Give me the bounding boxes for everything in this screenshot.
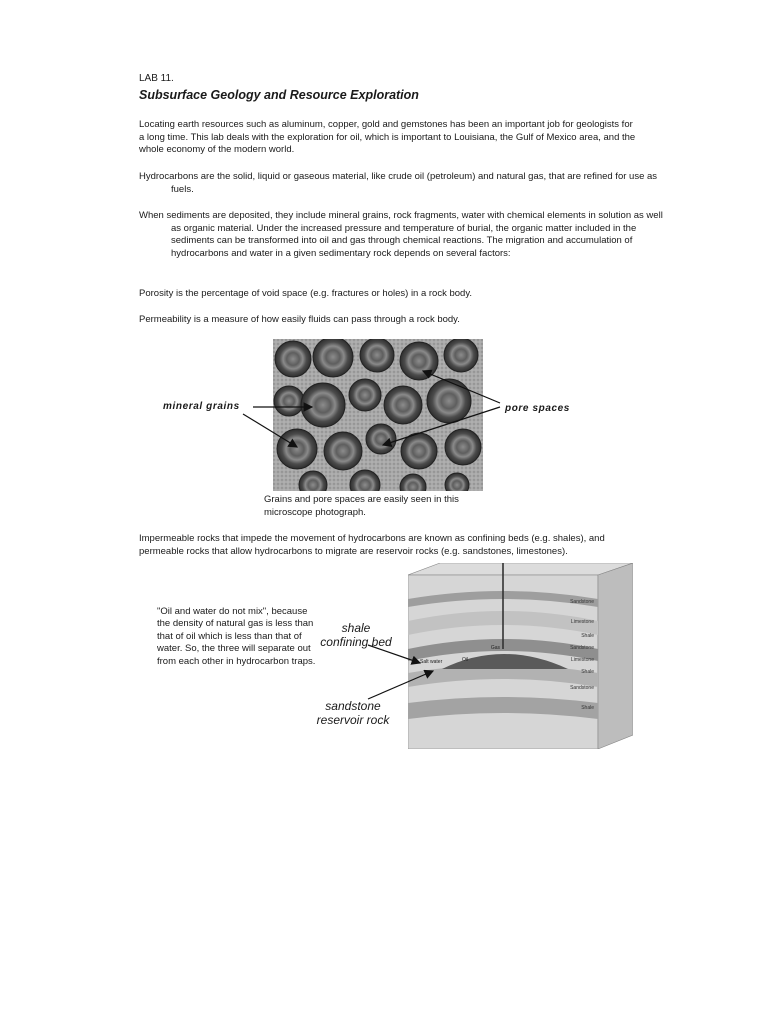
page-title: Subsurface Geology and Resource Exploration (139, 88, 419, 102)
gas-label: Gas (490, 645, 500, 651)
hydrocarbon-trap-diagram (408, 563, 633, 749)
oil-label: Oil (462, 657, 469, 663)
layer-label: Sandstone (570, 599, 594, 605)
layer-label: Sandstone (570, 645, 594, 651)
oil-water-note: "Oil and water do not mix", because the density of natural gas is less than that of oil which is less than that of water. So, the three will separate out from each other in hydrocarbon traps. (157, 606, 316, 667)
sandstone-reservoir-rock-label: sandstone reservoir rock (316, 699, 390, 727)
layer-label: Shale (581, 705, 594, 711)
layer-label: Shale (581, 669, 594, 675)
permeability-paragraph: Permeability is a measure of how easily fluids can pass through a rock body. (139, 314, 460, 325)
porosity-paragraph: Porosity is the percentage of void space (e.g. fractures or holes) in a rock body. (139, 288, 473, 299)
mineral-grains-label: mineral grains (163, 401, 240, 412)
sediments-paragraph: When sediments are deposited, they include mineral grains, rock fragments, water with chemical elements in solution as well as organic material. Under the increased pressure and temperature of burial, the organic matter included in the sediments can be transformed into oil and gas through chemical reactions. The migration and accumulation of hydrocarbons and water in a given sedimentary rock depends on several factors: (139, 210, 663, 259)
micrograph-caption: Grains and pore spaces are easily seen in this microscope photograph. (264, 494, 459, 518)
layer-label: Sandstone (570, 685, 594, 691)
pore-spaces-label: pore spaces (505, 403, 570, 414)
layer-label: Limestone (570, 619, 594, 625)
shale-confining-bed-label: shale confining bed (320, 621, 392, 649)
salt-water-label: Salt water (420, 659, 443, 665)
lab-number: LAB 11. (139, 73, 174, 84)
microscope-photograph (273, 339, 483, 491)
hydrocarbons-paragraph: Hydrocarbons are the solid, liquid or gaseous material, like crude oil (petroleum) and natural gas, that are refined for use as fuels. (139, 171, 658, 195)
impermeable-paragraph: Impermeable rocks that impede the movement of hydrocarbons are known as confining beds (e.g. shales), and permeable rocks that allow hydrocarbons to migrate are reservoir rocks (e.g. sandstones, limestones). (139, 533, 605, 557)
layer-label: Limestone (570, 657, 594, 663)
intro-paragraph: Locating earth resources such as aluminum, copper, gold and gemstones has been an important job for geologists for a long time. This lab deals with the exploration for oil, which is important to Louisiana, the Gulf of Mexico area, and the whole economy of the modern world. (139, 119, 636, 156)
layer-label: Shale (581, 633, 594, 639)
